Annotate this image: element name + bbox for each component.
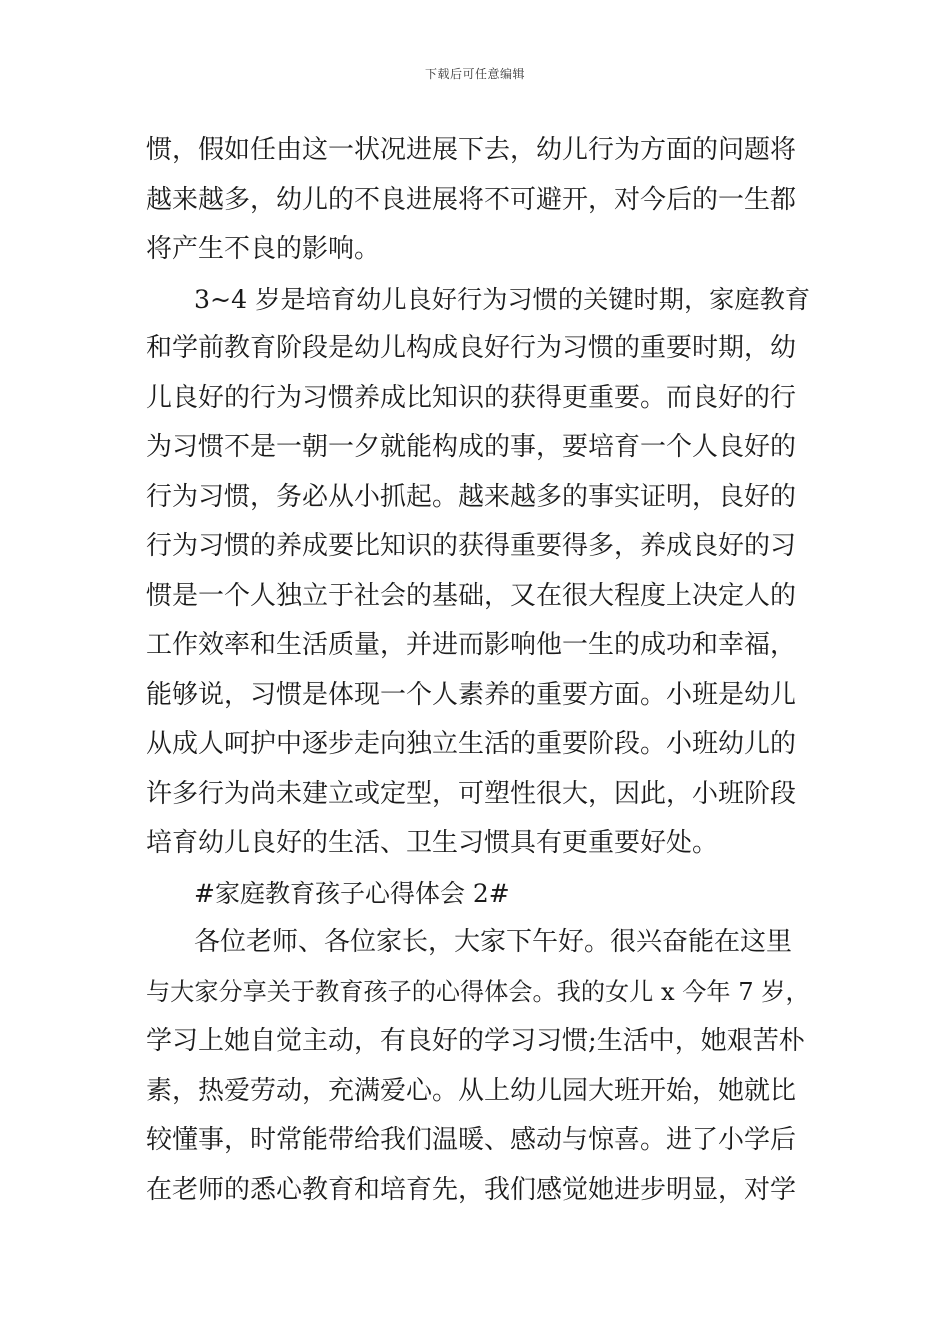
text-line: 工作效率和生活质量，并进而影响他一生的成功和幸福， [146, 630, 797, 660]
text-line: 行为习惯，务必从小抓起。越来越多的事实证明，良好的 [146, 481, 797, 512]
text-line: 学习上她自觉主动，有良好的学习习惯;生活中，她艰苦朴 [146, 1026, 805, 1056]
section-heading: #家庭教育孩子心得体会 2# [194, 878, 510, 908]
text-line: 行为习惯的养成要比知识的获得重要得多，养成良好的习 [146, 531, 797, 561]
text-line: 儿良好的行为习惯养成比知识的获得更重要。而良好的行 [146, 382, 797, 413]
text-line: 许多行为尚未建立或定型，可塑性很大，因此，小班阶段 [146, 778, 797, 809]
text-line: 在老师的悉心教育和培育先，我们感觉她进步明显，对学 [146, 1174, 797, 1205]
text-line: 从成人呵护中逐步走向独立生活的重要阶段。小班幼儿的 [146, 729, 797, 759]
text-line: 将产生不良的影响。 [146, 234, 381, 264]
text-line: 能够说，习惯是体现一个人素养的重要方面。小班是幼儿 [146, 679, 797, 710]
text-line: 和学前教育阶段是幼儿构成良好行为习惯的重要时期，幼 [146, 333, 797, 363]
text-line: 惯，假如任由这一状况进展下去，幼儿行为方面的问题将 [146, 135, 797, 165]
page-header: 下载后可任意编辑 [424, 67, 525, 81]
text-line: 较懂事，时常能带给我们温暖、感动与惊喜。进了小学后 [146, 1125, 797, 1155]
text-line: 各位老师、各位家长，大家下午好。很兴奋能在这里 [194, 927, 793, 957]
text-line: 3~4 岁是培育幼儿良好行为习惯的关键时期，家庭教育 [194, 284, 811, 314]
text-line: 素，热爱劳动，充满爱心。从上幼儿园大班开始，她就比 [146, 1075, 797, 1106]
document-body [146, 126, 810, 1215]
text-line: 与大家分享关于教育孩子的心得体会。我的女儿 x 今年 7 岁， [146, 977, 810, 1006]
text-line: 培育幼儿良好的生活、卫生习惯具有更重要好处。 [146, 828, 719, 858]
text-line: 为习惯不是一朝一夕就能构成的事，要培育一个人良好的 [146, 432, 797, 462]
text-line: 惯是一个人独立于社会的基础，又在很大程度上决定人的 [146, 580, 797, 611]
text-line: 越来越多，幼儿的不良进展将不可避开，对今后的一生都 [146, 184, 797, 215]
